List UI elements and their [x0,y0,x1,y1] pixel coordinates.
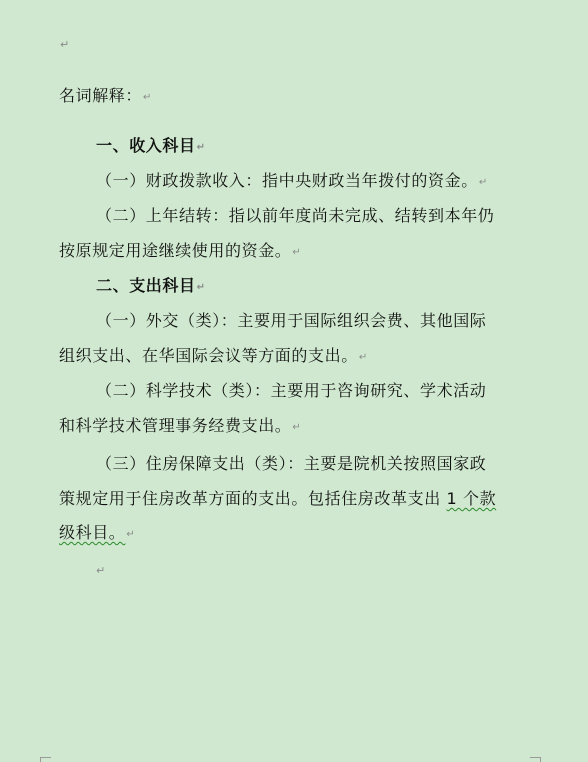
expenditure-item-2-text-cont: 和科学技术管理事务经费支出。 [59,416,292,435]
paragraph-mark-icon: ↵ [96,564,106,577]
expenditure-item-1-text-cont: 组织支出、在华国际会议等方面的支出。 [59,346,358,365]
heading-paragraph [59,86,152,108]
expenditure-item-3-text-cont: 策规定用于住房改革方面的支出。包括住房改革支出 [59,489,447,508]
income-item-1 [96,171,488,193]
page-corner-marker-left [40,757,51,762]
heading-text: 名词解释： [59,86,143,105]
paragraph-mark-icon: ↵ [143,92,152,103]
expenditure-item-2-line-1 [96,381,486,401]
expenditure-item-3-line-1 [96,454,486,474]
expenditure-item-1-text: （一）外交（类）：主要用于国际组织会费、其他国际 [96,311,487,330]
paragraph-mark-icon: ↵ [358,352,368,363]
page-corner-marker-right [530,757,541,762]
paragraph-mark-icon: ↵ [478,177,488,188]
expenditure-item-2-text: （二）科学技术（类）：主要用于咨询研究、学术活动 [96,381,487,400]
paragraph-mark-icon: ↵ [126,529,136,540]
expenditure-item-3-line-2 [59,489,496,509]
section-title-text: 一、收入科目 [96,136,196,155]
expenditure-item-1-line-2 [59,346,368,368]
paragraph-mark-icon: ↵ [292,422,302,433]
expenditure-item-3-line-3 [59,523,135,545]
section-title-income [96,136,206,158]
section-title-text: 二、支出科目 [96,276,196,295]
income-item-2-text-cont: 按原规定用途继续使用的资金。 [59,241,292,260]
paragraph-mark-icon: ↵ [196,142,206,153]
income-item-2-line-1 [96,206,494,226]
expenditure-item-2-line-2 [59,416,301,438]
income-item-1-text: （一）财政拨款收入：指中央财政当年拨付的资金。 [96,171,478,190]
income-item-2-line-2 [59,241,301,263]
grammar-flagged-text[interactable]: 级科目。 [59,523,126,542]
income-item-2-text: （二）上年结转：指以前年度尚未完成、结转到本年仍 [96,206,495,225]
expenditure-item-3-text: （三）住房保障支出（类）：主要是院机关按照国家政 [96,454,487,473]
grammar-flagged-text[interactable]: 1 个款 [446,489,497,508]
expenditure-item-1-line-1 [96,311,486,331]
paragraph-mark-icon: ↵ [196,282,206,293]
section-title-expenditure [96,276,206,298]
paragraph-mark-icon: ↵ [292,247,302,258]
paragraph-mark-icon: ↵ [60,38,70,51]
